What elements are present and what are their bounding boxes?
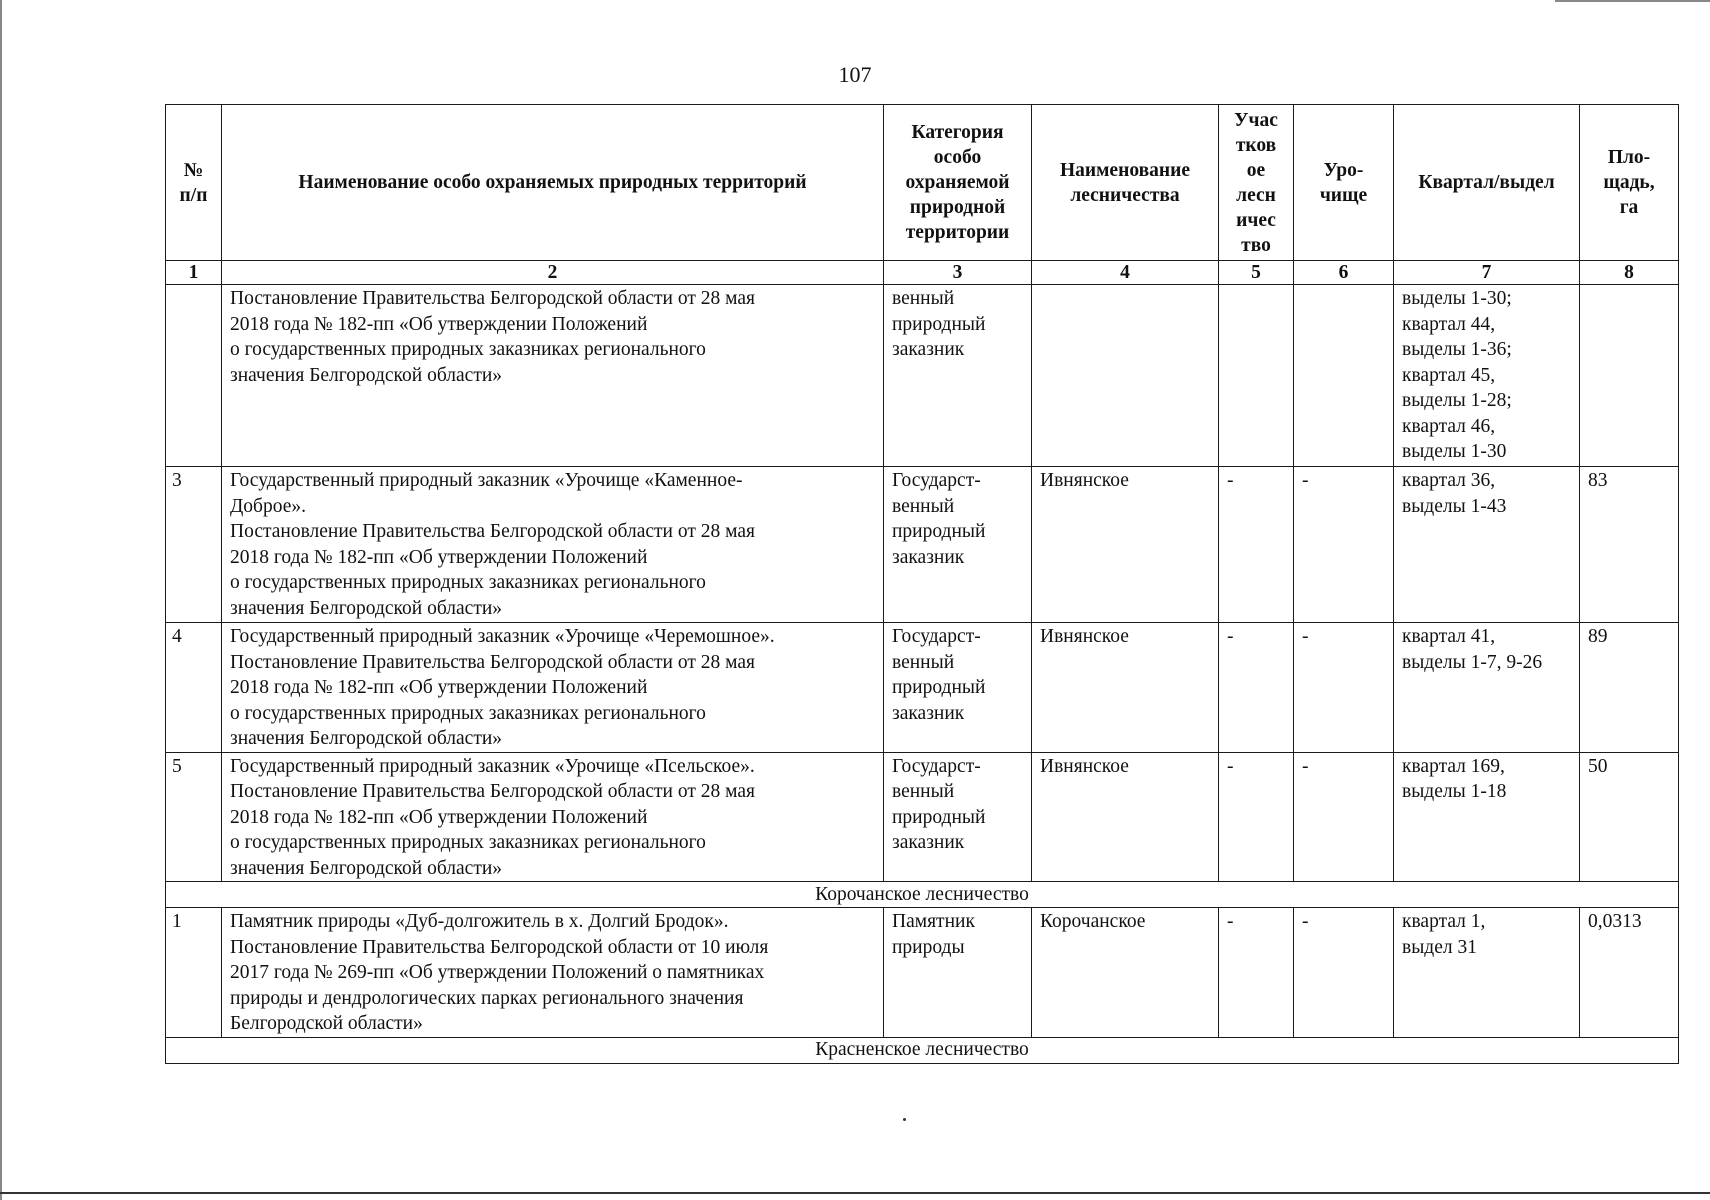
text-line: Государст-: [892, 626, 981, 647]
row-forestry: Ивнянское: [1032, 467, 1219, 623]
page-number: 107: [838, 62, 872, 87]
text-line: о государственных природных заказниках регионального: [230, 702, 706, 724]
text-line: выделы 1-36;: [1402, 339, 1512, 360]
header-area: [1580, 105, 1679, 261]
text-line: венный: [892, 495, 955, 517]
text-line: 2017 года № 269-пп «Об утверждении Положений о памятниках: [230, 962, 765, 983]
text-line: венный: [892, 781, 955, 802]
row-area: [1580, 285, 1679, 467]
header-tract: [1294, 105, 1394, 261]
text-line: Пло-: [1607, 147, 1651, 168]
row-tract: -: [1294, 752, 1394, 882]
row-district: -: [1219, 752, 1294, 882]
text-line: Категория: [911, 122, 1004, 143]
header-category: [884, 105, 1032, 261]
text-line: Государственный природный заказник «Урочище «Каменное-: [230, 470, 743, 491]
text-line: 2018 года № 182-пп «Об утверждении Положений: [230, 806, 648, 828]
column-number: 3: [884, 261, 1032, 285]
text-line: 2018 года № 182-пп «Об утверждении Положений: [230, 677, 648, 698]
text-line: значения Белгородской области»: [230, 597, 503, 619]
text-line: Государст-: [892, 755, 981, 777]
row-district: [1219, 285, 1294, 467]
text-line: щадь,: [1603, 172, 1655, 193]
text-line: лесн: [1236, 184, 1276, 206]
text-line: природный: [892, 521, 986, 542]
row-name: [222, 623, 884, 753]
text-line: выделы 1-43: [1402, 495, 1507, 517]
row-forestry: Ивнянское: [1032, 752, 1219, 882]
table-row: [166, 908, 1679, 1038]
text-line: №: [183, 159, 204, 181]
row-area: 0,0313: [1580, 908, 1679, 1038]
section-row: [166, 882, 1679, 908]
text-line: тков: [1235, 134, 1277, 156]
text-line: значения Белгородской области»: [230, 728, 503, 749]
header-number: [166, 105, 222, 261]
table-row: [166, 752, 1679, 882]
text-line: Постановление Правительства Белгородской области от 28 мая: [230, 651, 755, 673]
text-line: выделы 1-30;: [1402, 288, 1512, 309]
row-quarter: [1394, 623, 1580, 753]
text-line: природы и дендрологических парках регионального значения: [230, 987, 744, 1009]
text-line: лесничества: [1070, 184, 1180, 206]
row-district: -: [1219, 623, 1294, 753]
text-line: выделы 1-7, 9-26: [1402, 651, 1543, 673]
text-line: Квартал/выдел: [1418, 172, 1555, 193]
table-row: [166, 623, 1679, 753]
row-category: [884, 908, 1032, 1038]
header-name: [222, 105, 884, 261]
header-forestry: [1032, 105, 1219, 261]
text-line: выделы 1-18: [1402, 781, 1507, 802]
text-line: квартал 41,: [1402, 626, 1496, 647]
row-name: [222, 908, 884, 1038]
row-number: 5: [166, 752, 222, 882]
text-line: о государственных природных заказниках регионального: [230, 832, 706, 853]
text-line: Памятник: [892, 911, 975, 932]
row-tract: -: [1294, 623, 1394, 753]
text-line: природы: [892, 936, 965, 958]
text-line: особо: [933, 147, 982, 168]
header-quarter: [1394, 105, 1580, 261]
text-line: квартал 1,: [1402, 911, 1486, 932]
text-line: Постановление Правительства Белгородской области от 28 мая: [230, 521, 755, 542]
column-number: 8: [1580, 261, 1679, 285]
text-line: Учас: [1234, 109, 1278, 131]
section-row: [166, 1037, 1679, 1063]
column-numbers-row: [166, 261, 1679, 285]
text-line: заказник: [892, 339, 965, 360]
column-number: 5: [1219, 261, 1294, 285]
text-line: значения Белгородской области»: [230, 857, 503, 879]
text-line: природный: [892, 313, 986, 335]
text-line: Государственный природный заказник «Урочище «Псельское».: [230, 755, 755, 777]
row-category: [884, 623, 1032, 753]
table-row: [166, 285, 1679, 467]
text-line: 2018 года № 182-пп «Об утверждении Положений: [230, 313, 648, 335]
scan-speck: [903, 1118, 906, 1121]
text-line: Постановление Правительства Белгородской области от 28 мая: [230, 288, 755, 309]
row-forestry: Корочанское: [1032, 908, 1219, 1038]
text-line: п/п: [179, 184, 208, 206]
text-line: Белгородской области»: [230, 1013, 423, 1034]
text-line: выделы 1-28;: [1402, 390, 1512, 411]
text-line: о государственных природных заказниках регионального: [230, 339, 706, 360]
row-category: [884, 467, 1032, 623]
text-line: заказник: [892, 702, 965, 724]
text-line: выделы 1-30: [1402, 441, 1507, 462]
text-line: Постановление Правительства Белгородской области от 28 мая: [230, 781, 755, 802]
row-area: 83: [1580, 467, 1679, 623]
row-name: [222, 285, 884, 467]
row-tract: [1294, 285, 1394, 467]
row-number: 3: [166, 467, 222, 623]
text-line: Государственный природный заказник «Урочище «Черемошное».: [230, 626, 775, 647]
row-name: [222, 752, 884, 882]
row-tract: -: [1294, 467, 1394, 623]
text-line: ичес: [1236, 209, 1276, 231]
row-district: -: [1219, 467, 1294, 623]
text-line: природный: [892, 677, 986, 698]
text-line: Уро-: [1323, 159, 1364, 181]
row-number: 1: [166, 908, 222, 1038]
row-quarter: [1394, 908, 1580, 1038]
row-area: 50: [1580, 752, 1679, 882]
row-category: [884, 752, 1032, 882]
row-forestry: [1032, 285, 1219, 467]
row-forestry: Ивнянское: [1032, 623, 1219, 753]
header-row: [166, 105, 1679, 261]
row-number: 4: [166, 623, 222, 753]
row-quarter: [1394, 285, 1580, 467]
scan-left-edge: [0, 0, 2, 1200]
text-line: венный: [892, 651, 955, 673]
text-line: о государственных природных заказниках регионального: [230, 572, 706, 593]
text-line: 2018 года № 182-пп «Об утверждении Положений: [230, 546, 648, 568]
column-number: 6: [1294, 261, 1394, 285]
row-number: [166, 285, 222, 467]
scan-bottom-edge: [0, 1192, 1710, 1194]
text-line: квартал 45,: [1402, 364, 1496, 386]
table-row: [166, 467, 1679, 623]
text-line: выдел 31: [1402, 936, 1477, 958]
text-line: квартал 44,: [1402, 313, 1496, 335]
row-name: [222, 467, 884, 623]
header-district-forestry: [1219, 105, 1294, 261]
text-line: Наименование особо охраняемых природных территорий: [298, 172, 807, 193]
column-number: 7: [1394, 261, 1580, 285]
text-line: заказник: [892, 832, 965, 853]
column-number: 1: [166, 261, 222, 285]
text-line: охраняемой: [905, 172, 1010, 193]
text-line: Доброе».: [230, 495, 306, 517]
row-district: -: [1219, 908, 1294, 1038]
text-line: Памятник природы «Дуб-долгожитель в х. Долгий Бродок».: [230, 911, 729, 932]
protected-areas-table: [165, 104, 1679, 1064]
text-line: ое: [1246, 159, 1266, 181]
text-line: заказник: [892, 546, 965, 568]
text-line: чище: [1319, 184, 1368, 206]
text-line: природный: [892, 806, 986, 828]
text-line: тво: [1241, 234, 1271, 256]
text-line: Наименование: [1060, 159, 1190, 181]
row-tract: -: [1294, 908, 1394, 1038]
text-line: квартал 36,: [1402, 470, 1496, 491]
text-line: квартал 169,: [1402, 755, 1505, 777]
text-line: квартал 46,: [1402, 415, 1496, 437]
text-line: Постановление Правительства Белгородской области от 10 июля: [230, 936, 769, 958]
text-line: территории: [905, 222, 1010, 243]
row-category: [884, 285, 1032, 467]
text-line: значения Белгородской области»: [230, 364, 503, 386]
text-line: га: [1619, 197, 1639, 218]
section-title: Корочанское лесничество: [166, 882, 1679, 908]
column-number: 2: [222, 261, 884, 285]
text-line: природной: [909, 197, 1006, 218]
row-area: 89: [1580, 623, 1679, 753]
column-number: 4: [1032, 261, 1219, 285]
section-title: Красненское лесничество: [166, 1037, 1679, 1063]
scan-top-edge: [1555, 0, 1710, 2]
row-quarter: [1394, 752, 1580, 882]
text-line: Государст-: [892, 470, 981, 491]
text-line: венный: [892, 288, 955, 309]
row-quarter: [1394, 467, 1580, 623]
